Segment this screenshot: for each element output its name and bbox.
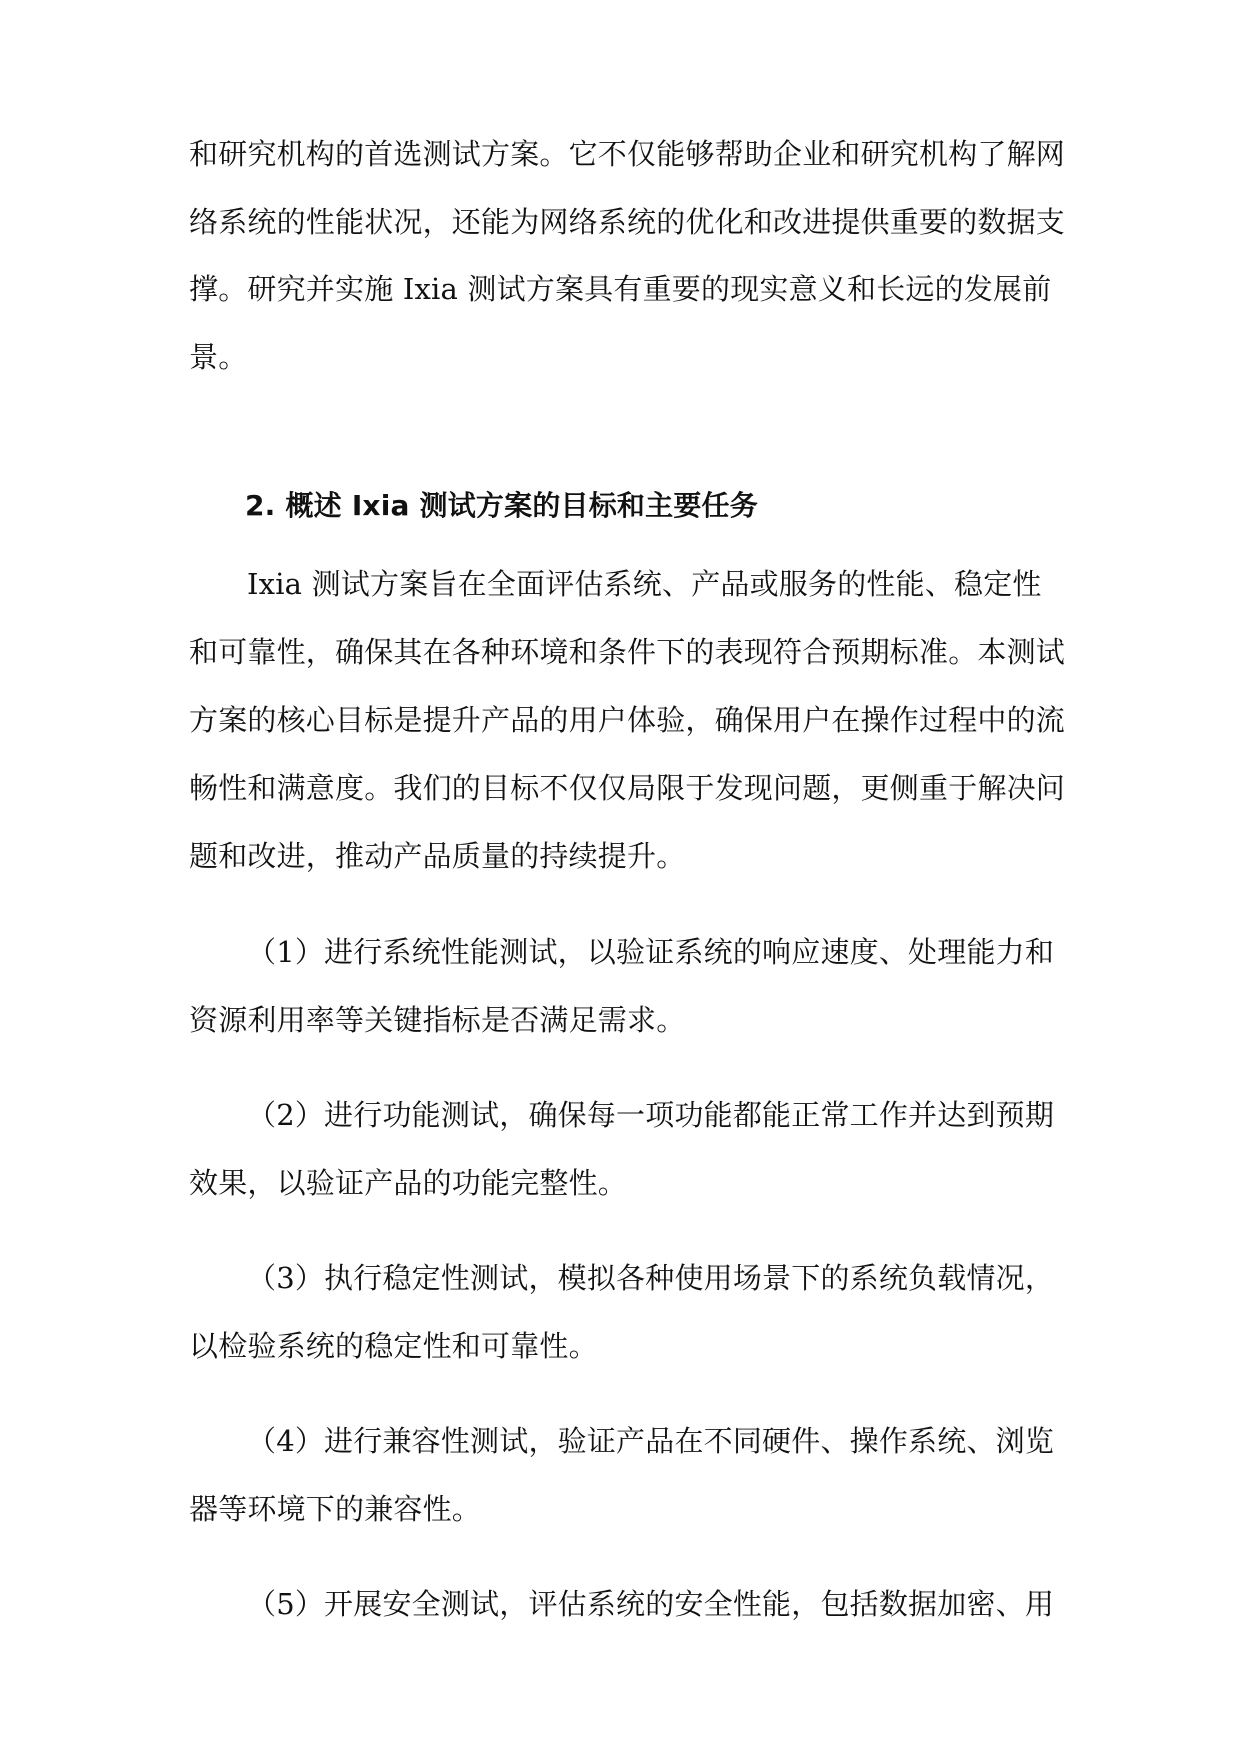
task-5-line-1: （5）开展安全测试，评估系统的安全性能，包括数据加密、用 bbox=[247, 1587, 1055, 1621]
intro-line-2: 络系统的性能状况，还能为网络系统的优化和改进提供重要的数据支 bbox=[189, 205, 1066, 239]
intro-line-3: 撑。研究并实施 Ixia 测试方案具有重要的现实意义和长远的发展前 bbox=[189, 272, 1052, 306]
task-3-line-2: 以检验系统的稳定性和可靠性。 bbox=[189, 1329, 598, 1363]
task-1-line-1: （1）进行系统性能测试，以验证系统的响应速度、处理能力和 bbox=[247, 935, 1055, 969]
overview-line-3: 方案的核心目标是提升产品的用户体验，确保用户在操作过程中的流 bbox=[189, 703, 1066, 737]
overview-line-5: 题和改进，推动产品质量的持续提升。 bbox=[189, 839, 686, 873]
task-1-line-2: 资源利用率等关键指标是否满足需求。 bbox=[189, 1003, 686, 1037]
overview-line-4: 畅性和满意度。我们的目标不仅仅局限于发现问题，更侧重于解决问 bbox=[189, 771, 1066, 805]
overview-line-2: 和可靠性，确保其在各种环境和条件下的表现符合预期标准。本测试 bbox=[189, 635, 1066, 669]
task-4-line-1: （4）进行兼容性测试，验证产品在不同硬件、操作系统、浏览 bbox=[247, 1424, 1055, 1458]
task-2-line-1: （2）进行功能测试，确保每一项功能都能正常工作并达到预期 bbox=[247, 1098, 1055, 1132]
overview-line-1: Ixia 测试方案旨在全面评估系统、产品或服务的性能、稳定性 bbox=[247, 567, 1042, 601]
task-2-line-2: 效果，以验证产品的功能完整性。 bbox=[189, 1166, 628, 1200]
intro-line-4: 景。 bbox=[189, 340, 248, 374]
task-3-line-1: （3）执行稳定性测试，模拟各种使用场景下的系统负载情况， bbox=[247, 1261, 1055, 1295]
task-4-line-2: 器等环境下的兼容性。 bbox=[189, 1492, 482, 1526]
section-heading: 2. 概述 Ixia 测试方案的目标和主要任务 bbox=[245, 489, 758, 522]
intro-line-1: 和研究机构的首选测试方案。它不仅能够帮助企业和研究机构了解网 bbox=[189, 137, 1066, 171]
